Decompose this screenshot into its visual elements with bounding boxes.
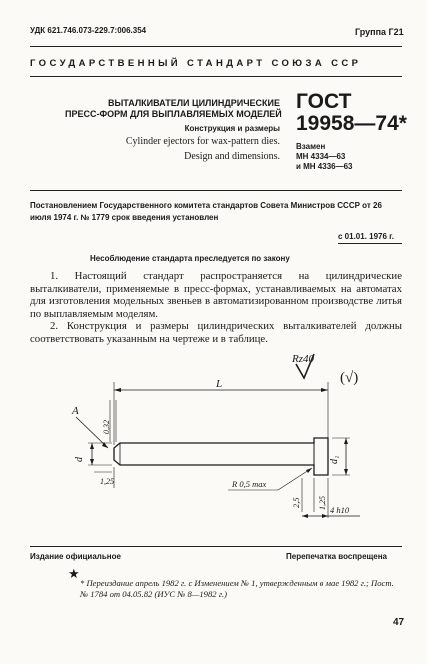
star-icon: ★ [68,566,80,581]
label-d: d [74,457,85,462]
label-L: L [216,378,223,390]
radius-callout [228,468,312,490]
dimension-2-5 [291,478,314,512]
dimension-1-25-left [94,467,114,488]
replaces-label: Взамен [296,142,326,151]
decree-text: Постановлением Государственного комитета стандартов Совета Министров СССР от 26 июля 1974 г. № 1779 срок введения установлен [30,201,382,222]
replaces-standard-1: МН 4334—63 [296,152,346,161]
page-number: 47 [393,617,405,628]
paragraph-1: 1. Настоящий стандарт распространяется на цилиндрические выталкиватели, применяемые в пресс-формах, устанавливаемых на автоматах для изготовления модельных звеньев в автоматизированном производстве литья по выплавляемым моделям. [30,270,402,320]
roughness-main-label: Rz40 [292,353,314,365]
replaces-standard-2: и МН 4336—63 [296,162,353,171]
ejector-drawing [28,350,400,532]
label-radius: R 0,5 max [232,479,267,489]
dimension-1-25-right [318,478,328,518]
label-A: A [72,405,79,417]
body-text [30,270,402,345]
paragraph-2: 2. Конструкция и размеры цилиндрических выталкивателей должны соответствовать указанным на чертеже и в таблице. [30,320,402,345]
label-d1: d₁ [329,455,340,464]
official-edition-label: Издание официальное [30,552,121,561]
title-ru-line1: ВЫТАЛКИВАТЕЛИ ЦИЛИНДРИЧЕСКИЕ [107,98,280,108]
label-0-32: 0,32 [102,420,111,434]
group-code: Группа Г21 [355,27,404,37]
footnote: * Переиздание апрель 1982 г. с Изменением № 1, утвержденным в мае 1982 г.; Пост. № 1784 от 04.05.82 (ИУС № 8—1982 г.) [80,578,394,599]
heading-rule [30,76,402,77]
title-ru-line2: ПРЕСС-ФОРМ ДЛЯ ВЫПЛАВЛЯЕМЫХ МОДЕЛЕЙ [65,109,282,119]
roughness-symbol [291,353,358,386]
law-note: Несоблюдение стандарта преследуется по закону [90,254,290,263]
dimension-d1 [329,438,350,475]
dimension-h10 [302,505,360,518]
title-block [65,98,280,163]
dimension-L [114,378,328,445]
title-ru-subtitle: Конструкция и размеры [184,124,280,133]
introduction-date: с 01.01. 1976 г. [338,232,394,241]
label-h10: 4 h10 [330,505,350,515]
title-en-line1: Cylinder ejectors for wax-pattern dies. [125,136,280,147]
title-bottom-rule [30,190,402,191]
title-en-line2: Design and dimensions. [184,151,280,162]
footer-rule [30,546,402,547]
top-rule [30,46,402,47]
label-1-25-left: 1,25 [100,477,114,486]
state-standard-heading: ГОСУДАРСТВЕННЫЙ СТАНДАРТ СОЮЗА ССР [30,58,362,69]
reprint-prohibited-label: Перепечатка воспрещена [286,552,387,561]
gost-block [296,90,407,172]
gost-label: ГОСТ [296,90,352,113]
roughness-other-label: (√) [340,370,359,386]
date-underline [338,243,402,244]
label-1-25-right: 1,25 [318,496,327,510]
replaces-block [296,142,407,172]
label-2-5: 2,5 [291,497,301,508]
udk-code: УДК 621.746.073-229.7:006.354 [30,26,147,35]
gost-number: 19958—74* [296,112,407,135]
ejector-body [114,438,328,475]
